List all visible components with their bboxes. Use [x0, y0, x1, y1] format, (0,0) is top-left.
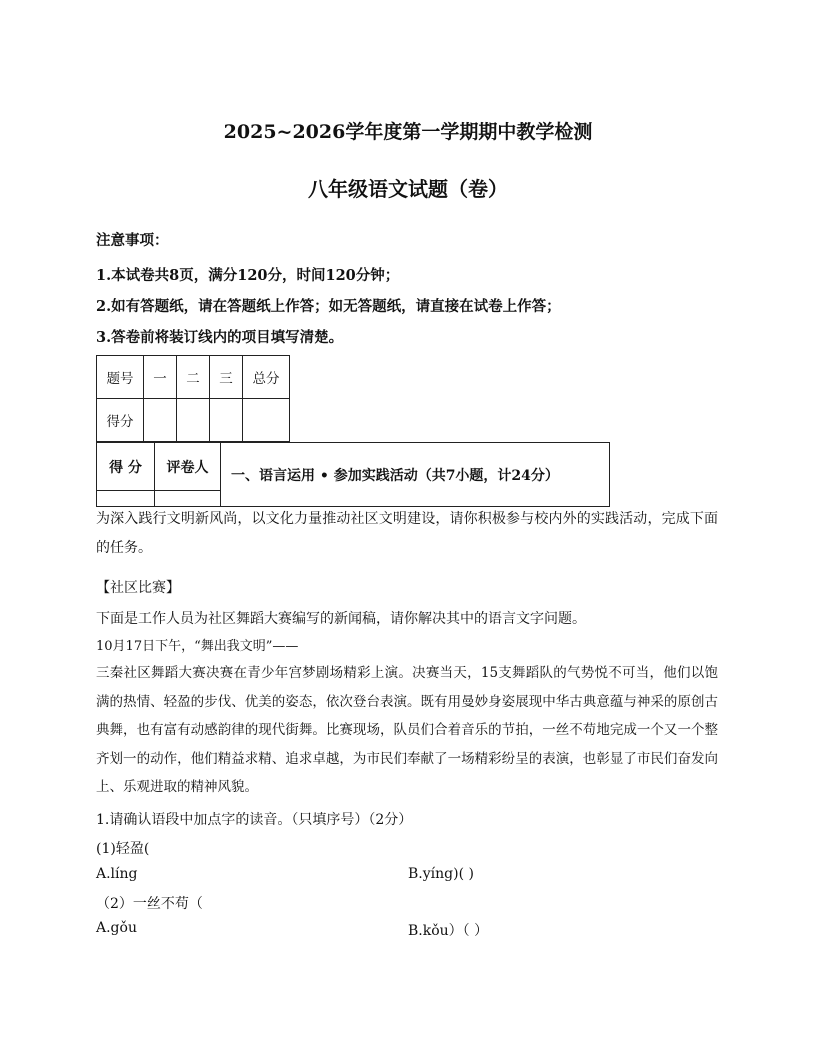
exam-subtitle: 八年级语文试题（卷） [308, 177, 508, 201]
score-cell-total[interactable] [243, 399, 290, 442]
question-1-sub-1-option-a: A.líng [96, 866, 138, 882]
notice-item-2: 2.如有答题纸，请在答题纸上作答；如无答题纸，请直接在试卷上作答； [96, 298, 561, 315]
score-table-row-label: 得分 [97, 399, 144, 442]
question-1-sub-2: （2）一丝不苟（ [96, 896, 203, 912]
score-table-header-1: 一 [144, 356, 177, 399]
score-table-header-total: 总分 [243, 356, 290, 399]
exam-title: 2025~2026学年度第一学期期中教学检测 [223, 121, 593, 143]
score-table-header-item: 题号 [97, 356, 144, 399]
question-1-sub-1-option-b: B.yíng)( ) [408, 866, 474, 882]
score-cell-2[interactable] [177, 399, 210, 442]
score-cell-3[interactable] [210, 399, 243, 442]
community-heading: 【社区比赛】 [96, 580, 180, 596]
score-table-header-2: 二 [177, 356, 210, 399]
score-table [96, 355, 290, 442]
question-1-stem: 1.请确认语段中加点字的读音。（只填序号）（2分） [96, 812, 413, 828]
question-1-sub-1: (1)轻盈( [96, 841, 150, 857]
news-paragraph: 三秦社区舞蹈大赛决赛在青少年宫梦剧场精彩上演。决赛当天，15支舞蹈队的气势悦不可当，他们以饱满的热情、轻盈的步伐、优美的姿态，依次登台表演。既有用曼妙身姿展现中华古典意蕴与神采的原创古典舞，也有富有动感韵律的现代街舞。比赛现场，队员们合着音乐的节拍，一丝不苟地完成一个又一个整齐划一的动作，他们精益求精、追求卓越，为市民们奉献了一场精彩纷呈的表演，也彰显了市民们奋发向上、乐观进取的精神风貌。 [96, 665, 718, 795]
notice-item-1: 1.本试卷共8页，满分120分，时间120分钟； [96, 267, 400, 284]
score-table-header-3: 三 [210, 356, 243, 399]
question-1-sub-2-option-a: A.gǒu [96, 920, 137, 936]
score-cell-1[interactable] [144, 399, 177, 442]
news-dateline: 10月17日下午，“舞出我文明”—— [96, 639, 299, 654]
notice-heading: 注意事项： [96, 232, 169, 249]
section-title: 一、语言运用 • 参加实践活动（共7小题，计24分） [221, 443, 610, 507]
section-grader-table [96, 442, 610, 507]
notice-item-3: 3.答卷前将装订线内的项目填写清楚。 [96, 329, 344, 346]
community-instruction: 下面是工作人员为社区舞蹈大赛编写的新闻稿，请你解决其中的语言文字问题。 [96, 611, 586, 627]
intro-paragraph: 为深入践行文明新风尚，以文化力量推动社区文明建设，请你积极参与校内外的实践活动，完成下面的任务。 [96, 511, 718, 556]
section-score-label: 得 分 [97, 443, 155, 491]
section-grader-label: 评卷人 [155, 443, 221, 491]
question-1-sub-2-option-b: B.kǒu）（ ） [408, 923, 489, 939]
